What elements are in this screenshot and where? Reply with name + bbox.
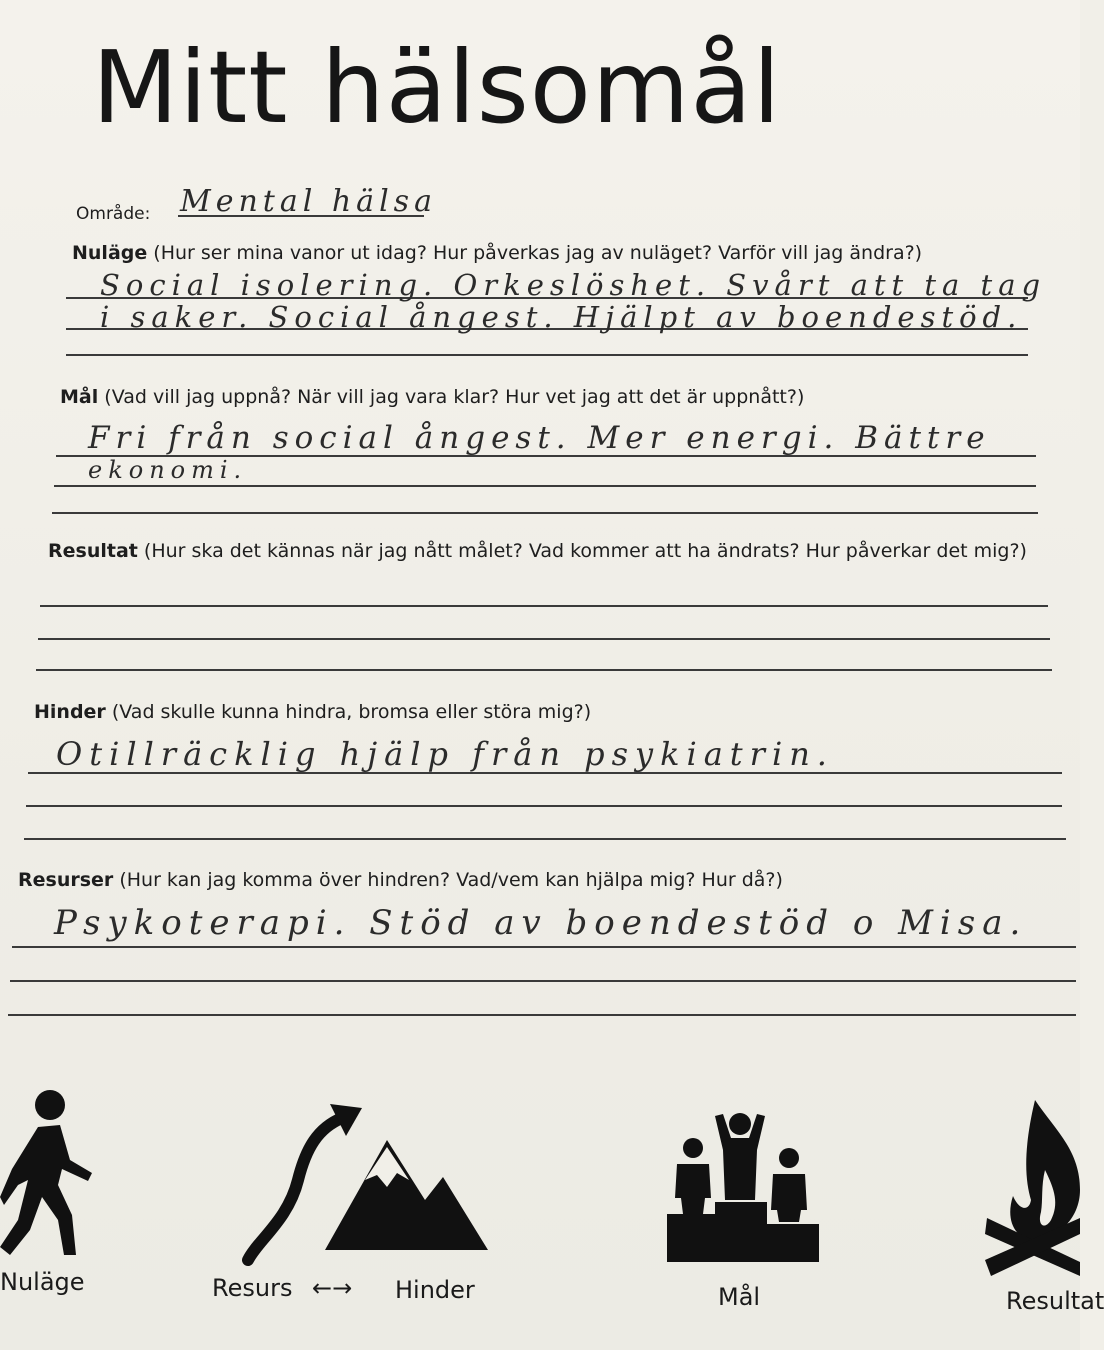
section-mal-label xyxy=(60,386,804,408)
writing-line xyxy=(10,980,1076,982)
section-mal-question: (Vad vill jag uppnå? När vill jag vara klar? Hur vet jag att det är uppnått?) xyxy=(104,386,805,408)
handwritten-line: i saker. Social ångest. Hjälpt av boendestöd. xyxy=(100,300,1023,334)
mountain-icon xyxy=(325,1135,490,1255)
section-nulage-heading: Nuläge xyxy=(72,242,148,264)
writing-line xyxy=(12,946,1076,948)
section-resurser-question: (Hur kan jag komma över hindren? Vad/vem kan hjälpa mig? Hur då?) xyxy=(119,869,783,891)
handwritten-line: ekonomi. xyxy=(88,456,248,484)
icon-label-resurs: Resurs xyxy=(212,1274,293,1302)
section-resurser-heading: Resurser xyxy=(18,869,114,891)
section-resultat-heading: Resultat xyxy=(48,540,138,562)
writing-line xyxy=(54,485,1036,487)
section-nulage-label xyxy=(72,242,922,264)
writing-line xyxy=(26,805,1062,807)
section-resultat-question: (Hur ska det kännas när jag nått målet? Vad kommer att ha ändrats? Hur påverkar det mig?) xyxy=(143,540,1027,562)
walking-person-icon xyxy=(0,1085,100,1260)
page-title: Mitt hälsomål xyxy=(92,29,782,146)
section-resurser-label xyxy=(18,869,783,891)
icon-label-resultat: Resultat xyxy=(1006,1287,1104,1315)
area-value: Mental hälsa xyxy=(180,184,437,219)
icon-label-mal: Mål xyxy=(718,1283,761,1311)
writing-line xyxy=(38,638,1050,640)
handwritten-line: Fri från social ångest. Mer energi. Bättre xyxy=(88,420,991,456)
podium-icon xyxy=(665,1110,825,1265)
handwritten-line: Social isolering. Orkeslöshet. Svårt att ta tag xyxy=(100,268,1047,302)
handwritten-line: Psykoterapi. Stöd av boendestöd o Misa. xyxy=(54,903,1028,943)
icon-label-nulage: Nuläge xyxy=(0,1268,85,1296)
area-label: Område: xyxy=(76,204,151,224)
section-hinder-heading: Hinder xyxy=(34,701,106,723)
icon-label-hinder: Hinder xyxy=(395,1276,475,1304)
writing-line xyxy=(8,1014,1076,1016)
writing-line xyxy=(24,838,1066,840)
section-hinder-question: (Vad skulle kunna hindra, bromsa eller störa mig?) xyxy=(111,701,592,723)
section-resultat-label xyxy=(48,540,1027,562)
writing-line xyxy=(66,354,1028,356)
section-hinder-label xyxy=(34,701,591,723)
writing-line xyxy=(52,512,1038,514)
double-arrow-icon: ←→ xyxy=(312,1274,353,1302)
campfire-icon xyxy=(985,1100,1080,1280)
section-nulage-question: (Hur ser mina vanor ut idag? Hur påverkas jag av nuläget? Varför vill jag ändra?) xyxy=(153,242,923,264)
writing-line xyxy=(40,605,1048,607)
writing-line xyxy=(36,669,1052,671)
section-mal-heading: Mål xyxy=(60,386,99,408)
handwritten-line: Otillräcklig hjälp från psykiatrin. xyxy=(56,735,834,773)
